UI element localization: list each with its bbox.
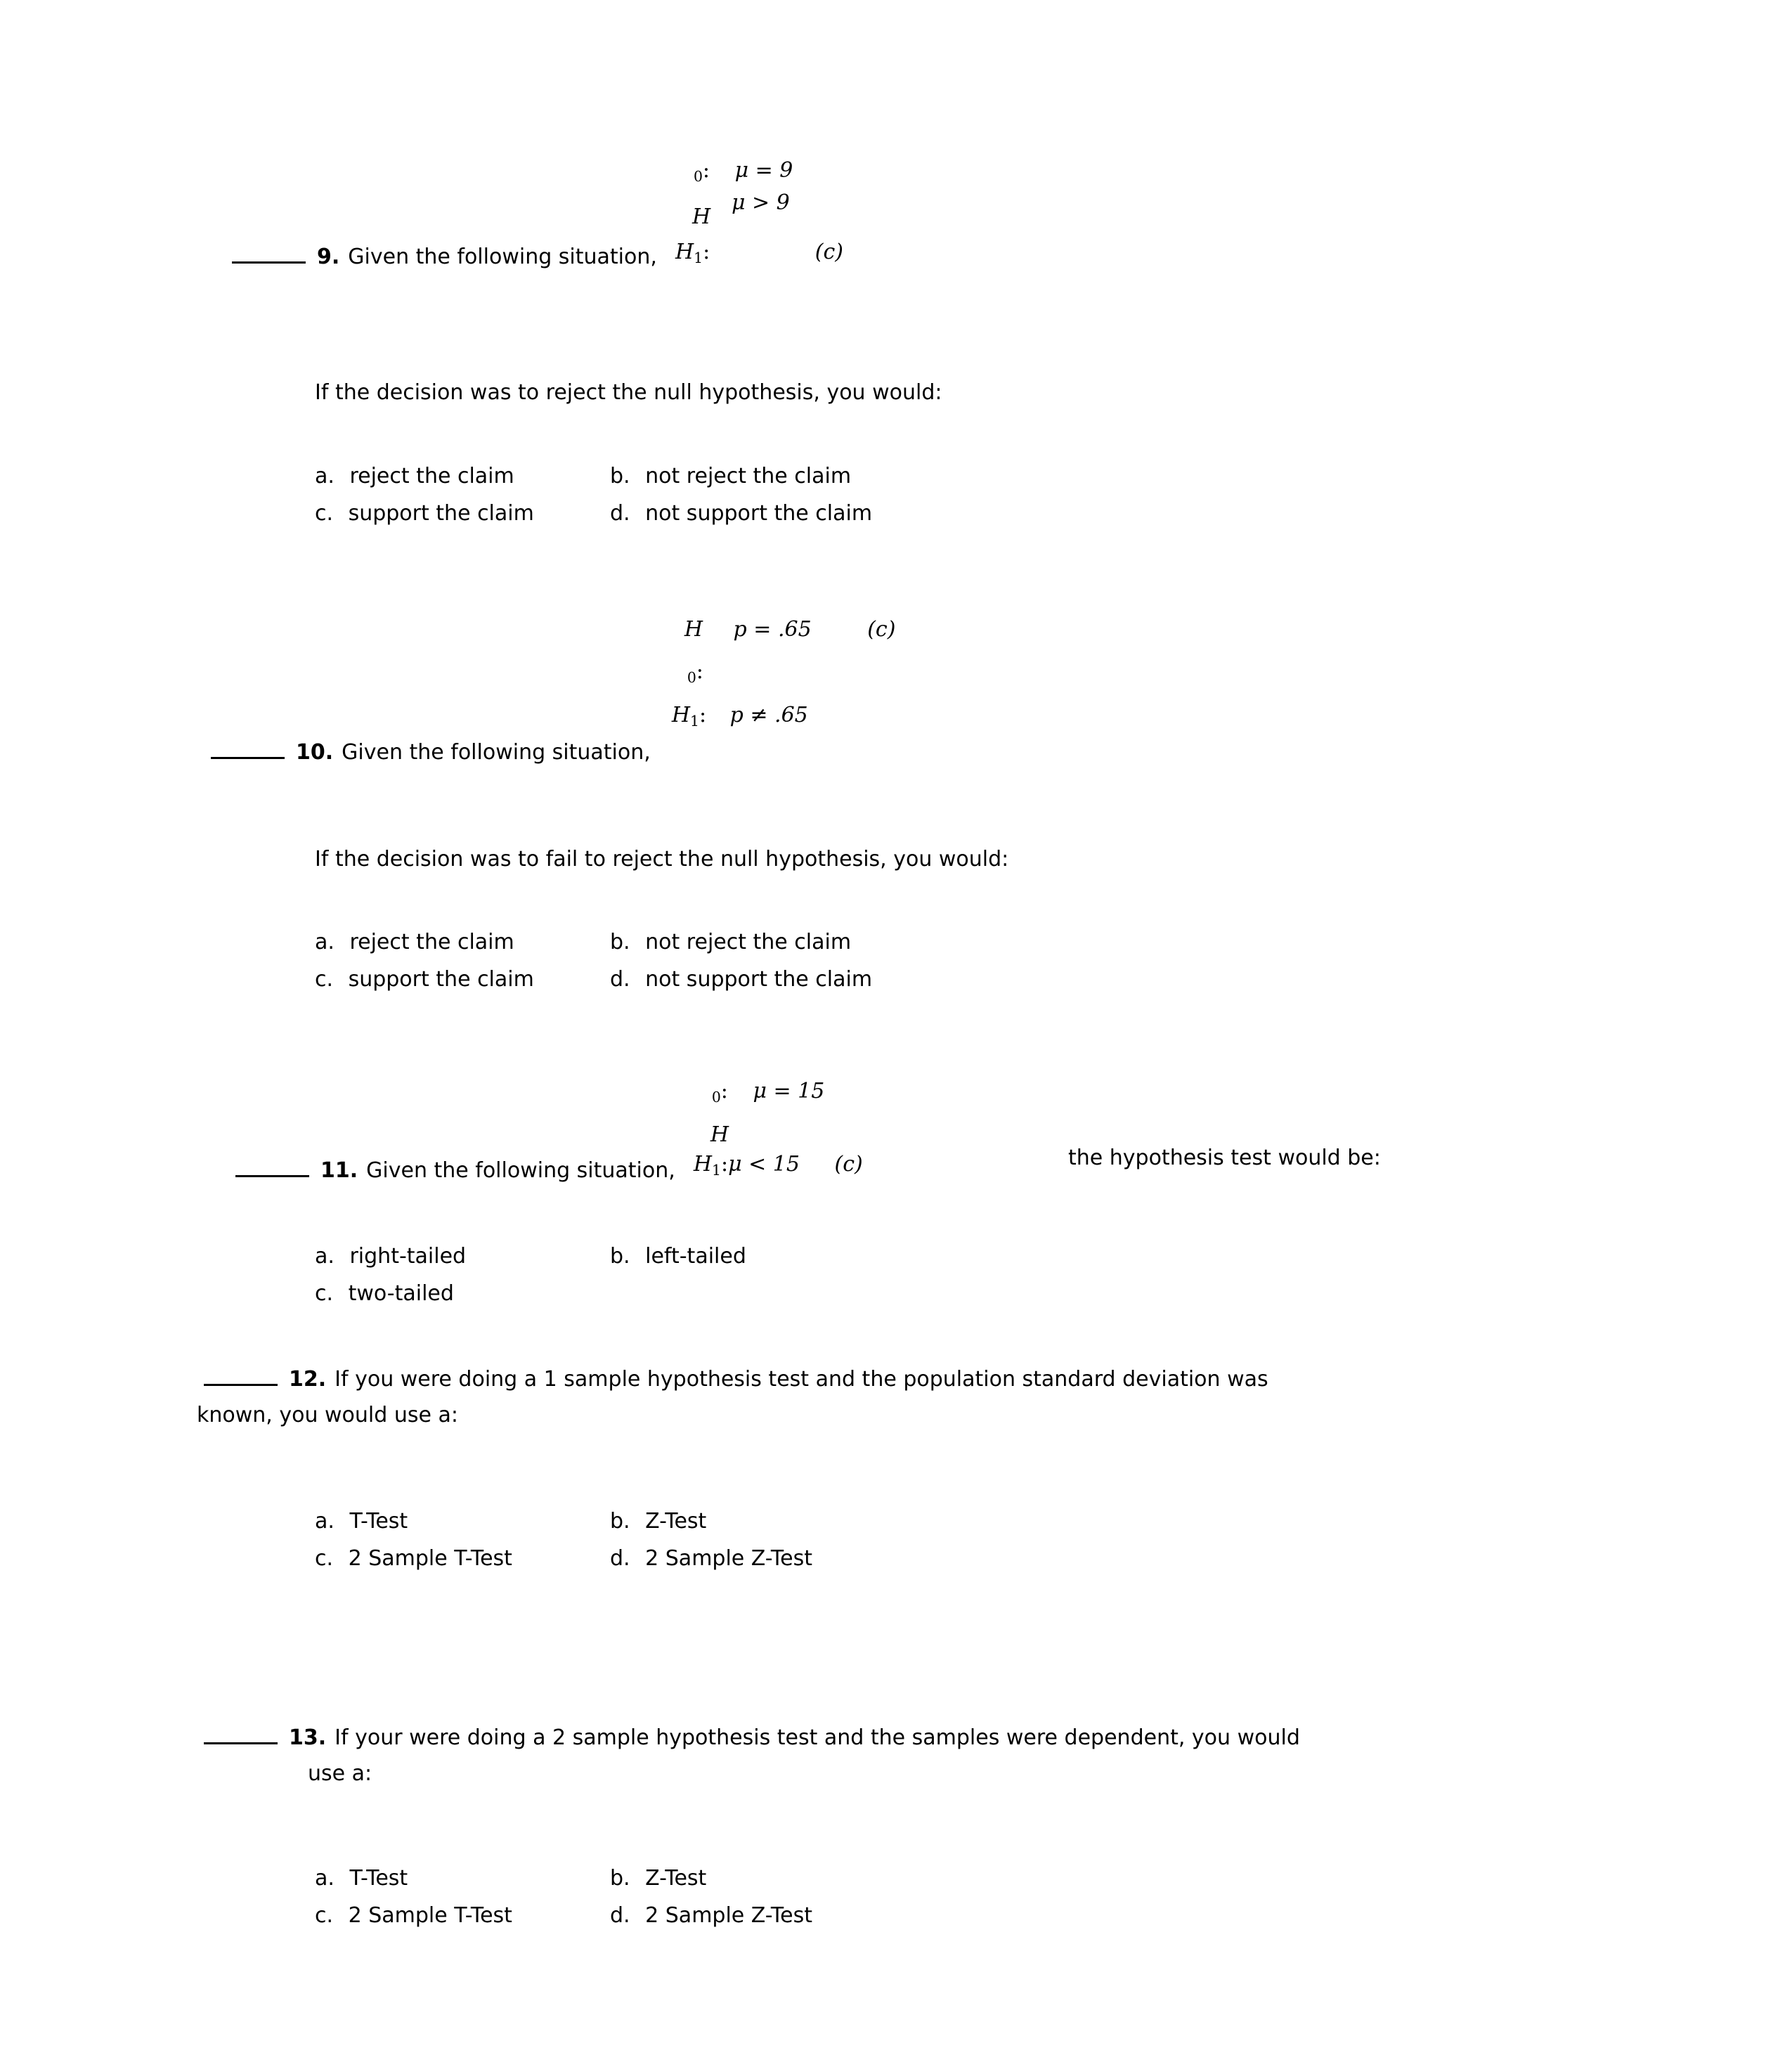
option-12-a-letter: a. (315, 1509, 335, 1534)
h1-value-10: p ≠ .65 (729, 703, 808, 727)
question-9-prompt: If the decision was to reject the null hypothesis, you would: (315, 380, 942, 405)
h0-value-11: μ = 15 (753, 1079, 825, 1103)
question-9-stem (232, 158, 911, 273)
claim-marker-9: (c) (814, 240, 843, 264)
option-13-a-text: T-Test (349, 1866, 408, 1891)
option-10-d[interactable] (610, 964, 872, 997)
option-13-b[interactable] (610, 1862, 812, 1895)
question-12-stem-line1: If you were doing a 1 sample hypothesis test and the population standard deviation was (335, 1367, 1268, 1392)
option-12-d-text: 2 Sample Z-Test (645, 1545, 812, 1571)
option-12-b-letter: b. (610, 1509, 630, 1534)
answer-blank-12[interactable] (204, 1384, 278, 1386)
option-9-c[interactable] (315, 498, 610, 531)
h1-subscript-10: 1 (689, 713, 699, 730)
option-10-b-text: not reject the claim (645, 930, 852, 954)
option-11-c-letter: c. (315, 1281, 334, 1306)
h1-value-9: μ > 9 (731, 190, 790, 215)
option-9-a[interactable] (315, 460, 610, 493)
option-10-a[interactable] (315, 926, 610, 959)
answer-blank-13[interactable] (204, 1742, 278, 1744)
question-9-number: 9. (317, 245, 340, 269)
option-13-a[interactable] (315, 1862, 610, 1895)
option-12-b-text: Z-Test (645, 1509, 707, 1534)
question-9-stem-text: Given the following situation, (348, 245, 657, 269)
option-10-d-text: not support the claim (645, 966, 873, 992)
option-9-b-text: not reject the claim (645, 464, 852, 488)
h0-colon-10: : (696, 659, 703, 684)
h0-colon-9: : (702, 158, 710, 183)
question-9-options (315, 460, 872, 530)
option-9-d[interactable] (610, 498, 872, 531)
h0-subscript-10: 0 (687, 669, 696, 687)
answer-blank-11[interactable] (235, 1175, 309, 1177)
h1-label-10: H (671, 703, 690, 727)
question-12-stem-line2: known, you would use a: (197, 1403, 458, 1427)
question-10-stem-text: Given the following situation, (342, 740, 651, 765)
option-10-b[interactable] (610, 926, 872, 959)
question-11-options (315, 1240, 746, 1310)
question-11-stem (235, 1079, 930, 1186)
question-13-stem-line2: use a: (308, 1761, 372, 1786)
question-10-options (315, 926, 872, 996)
question-12-number: 12. (289, 1367, 327, 1392)
h1-subscript-11: 1 (711, 1162, 721, 1179)
option-11-a-text: right-tailed (349, 1244, 467, 1269)
option-9-c-letter: c. (315, 500, 334, 526)
option-10-c-letter: c. (315, 966, 334, 992)
question-10-number: 10. (296, 740, 334, 765)
question-11-tail: the hypothesis test would be: (1068, 1146, 1381, 1170)
option-12-a[interactable] (315, 1505, 610, 1538)
h1-colon-9: : (703, 240, 710, 264)
question-10-stem (211, 617, 926, 768)
option-12-a-text: T-Test (349, 1509, 408, 1534)
h0-value-9: μ = 9 (734, 158, 793, 183)
option-13-d-text: 2 Sample Z-Test (645, 1903, 812, 1928)
option-10-a-letter: a. (315, 930, 335, 954)
option-13-c-text: 2 Sample T-Test (348, 1903, 512, 1928)
option-12-d-letter: d. (610, 1545, 630, 1571)
question-13-stem (204, 1722, 1630, 1789)
option-9-b[interactable] (610, 460, 872, 493)
question-11-number: 11. (320, 1158, 358, 1183)
option-9-d-text: not support the claim (645, 500, 873, 526)
option-10-c[interactable] (315, 964, 610, 997)
option-11-a-letter: a. (315, 1244, 335, 1269)
option-13-c-letter: c. (315, 1903, 334, 1928)
question-12-stem (197, 1363, 1595, 1431)
h1-label-9: H (675, 240, 694, 264)
h0-label-10: H (684, 617, 703, 642)
option-9-c-text: support the claim (348, 500, 534, 526)
h0-value-10: p = .65 (733, 617, 812, 642)
option-13-a-letter: a. (315, 1866, 335, 1891)
option-13-c[interactable] (315, 1900, 610, 1933)
option-11-b-text: left-tailed (645, 1244, 746, 1269)
option-12-d[interactable] (610, 1543, 812, 1576)
h1-subscript-9: 1 (694, 249, 703, 267)
h1-colon-11: : (720, 1152, 729, 1177)
option-11-c-text: two-tailed (348, 1281, 454, 1306)
option-10-a-text: reject the claim (349, 930, 514, 954)
question-10-hypotheses (671, 617, 926, 768)
option-10-b-letter: b. (610, 930, 630, 954)
option-10-d-letter: d. (610, 966, 630, 992)
question-13-options (315, 1862, 812, 1932)
question-10-prompt: If the decision was to fail to reject the null hypothesis, you would: (315, 847, 1009, 871)
option-9-a-text: reject the claim (349, 464, 514, 488)
option-11-c[interactable] (315, 1278, 610, 1311)
option-11-a[interactable] (315, 1240, 610, 1273)
option-12-c-text: 2 Sample T-Test (348, 1545, 512, 1571)
h1-value-11: μ < 15 (728, 1152, 800, 1177)
option-9-d-letter: d. (610, 500, 630, 526)
answer-blank-9[interactable] (232, 261, 306, 264)
option-13-d[interactable] (610, 1900, 812, 1933)
option-12-c[interactable] (315, 1543, 610, 1576)
question-13-stem-line1: If your were doing a 2 sample hypothesis test and the samples were dependent, you would (335, 1725, 1300, 1750)
claim-marker-11: (c) (834, 1152, 863, 1177)
h1-colon-10: : (699, 703, 707, 727)
question-11-hypotheses (693, 1079, 930, 1186)
question-9-hypotheses (675, 158, 911, 273)
option-12-c-letter: c. (315, 1545, 334, 1571)
h0-subscript-9: 0 (693, 168, 703, 186)
h0-label-11: H (710, 1122, 729, 1147)
option-13-d-letter: d. (610, 1903, 630, 1928)
claim-marker-10: (c) (867, 617, 896, 642)
h0-subscript-11: 0 (711, 1089, 721, 1106)
option-11-b[interactable] (610, 1240, 746, 1273)
question-12-options (315, 1505, 812, 1575)
question-13-number: 13. (289, 1725, 327, 1750)
option-11-b-letter: b. (610, 1244, 630, 1269)
question-11-stem-text: Given the following situation, (366, 1158, 675, 1183)
option-10-c-text: support the claim (348, 966, 534, 992)
answer-blank-10[interactable] (211, 757, 285, 759)
option-9-a-letter: a. (315, 464, 335, 488)
option-9-b-letter: b. (610, 464, 630, 488)
option-13-b-letter: b. (610, 1866, 630, 1891)
h0-label-9: H (692, 205, 711, 229)
option-13-b-text: Z-Test (645, 1866, 707, 1891)
h0-colon-11: : (720, 1079, 728, 1103)
option-12-b[interactable] (610, 1505, 812, 1538)
h1-label-11: H (693, 1152, 712, 1177)
